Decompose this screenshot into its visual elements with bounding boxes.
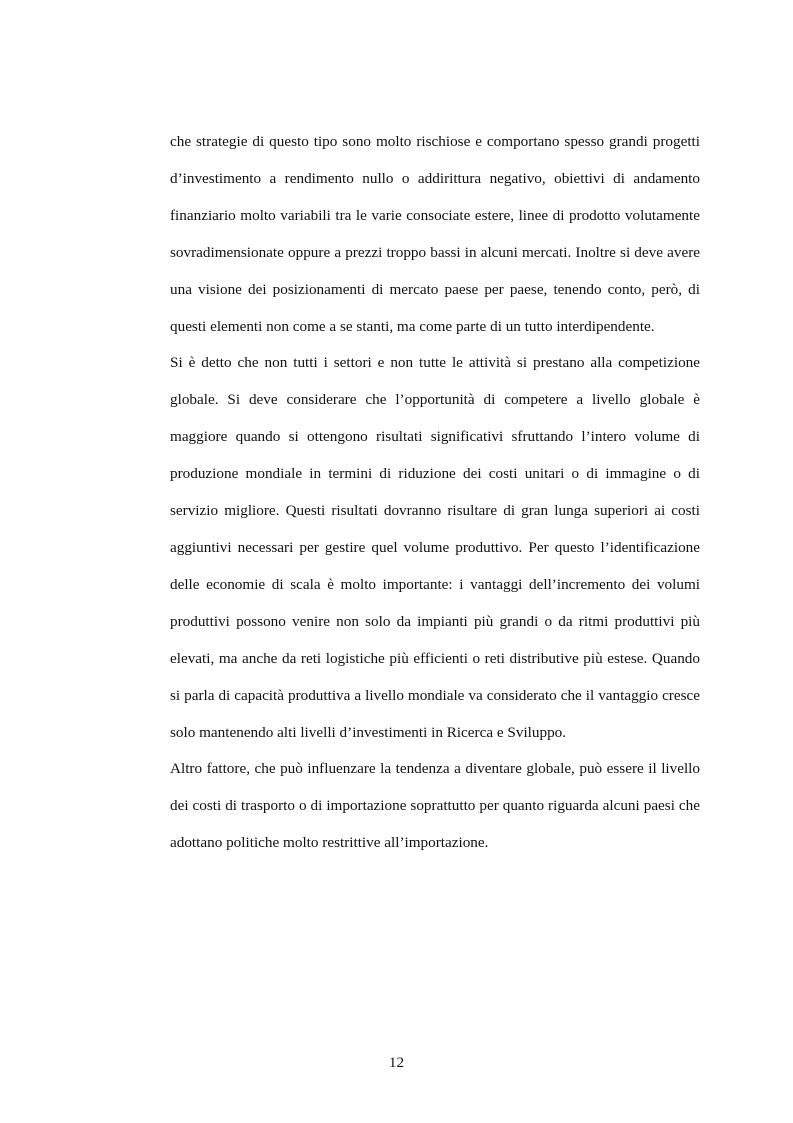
- body-text: [170, 124, 700, 862]
- paragraph-1: che strategie di questo tipo sono molto rischiose e comportano spesso grandi progetti d’investimento a rendimento nullo o addirittura negativo, obiettivi di andamento finanziario molto variabili tra le varie consociate estere, linee di prodotto volutamente sovradimensionate oppure a prezzi troppo bassi in alcuni mercati. Inoltre si deve avere una visione dei posizionamenti di mercato paese per paese, tenendo conto, però, di questi elementi non come a se stanti, ma come parte di un tutto interdipendente.: [170, 133, 700, 335]
- paragraph-3: Altro fattore, che può influenzare la tendenza a diventare globale, può essere il livello dei costi di trasporto o di importazione soprattutto per quanto riguarda alcuni paesi che adottano politiche molto restrittive all’importazione.: [170, 760, 700, 852]
- paragraph-2: Si è detto che non tutti i settori e non tutte le attività si prestano alla competizione globale. Si deve considerare che l’opportunità di competere a livello globale è maggiore quando si ottengono risultati significativi sfruttando l’intero volume di produzione mondiale in termini di riduzione dei costi unitari o di immagine o di servizio migliore. Questi risultati dovranno risultare di gran lunga superiori ai costi aggiuntivi necessari per gestire quel volume produttivo. Per questo l’identificazione delle economie di scala è molto importante: i vantaggi dell’incremento dei volumi produttivi possono venire non solo da impianti più grandi o da ritmi produttivi più elevati, ma anche da reti logistiche più efficienti o reti distributive più estese. Quando si parla di capacità produttiva a livello mondiale va considerato che il vantaggio cresce solo mantenendo alti livelli d’investimenti in Ricerca e Sviluppo.: [170, 354, 700, 741]
- page-number: 12: [388, 1054, 405, 1071]
